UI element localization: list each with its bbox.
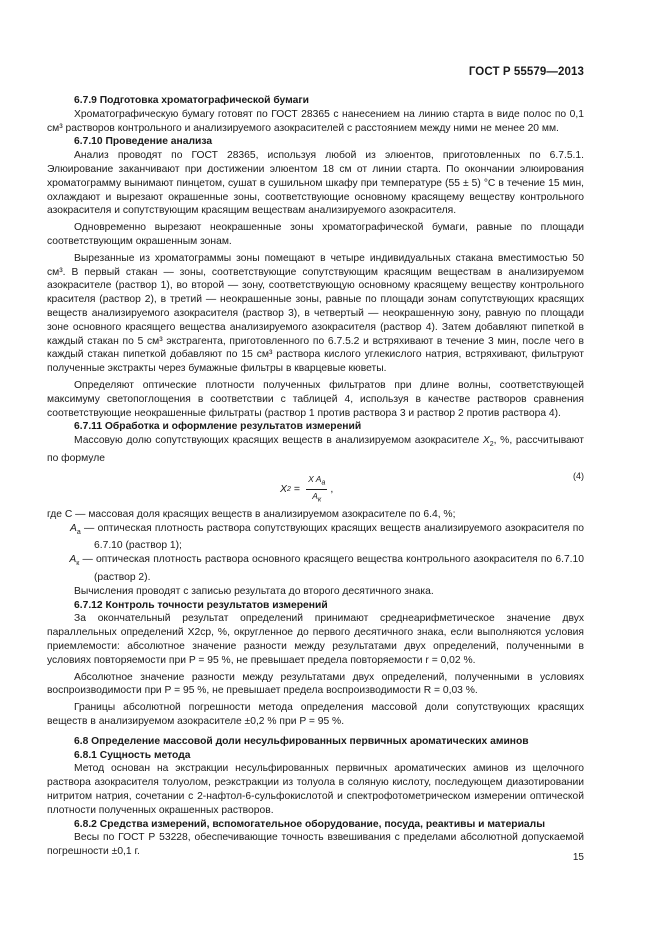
section-heading-6-8: 6.8 Определение массовой доли несульфированных первичных ароматических аминов bbox=[74, 735, 529, 747]
paragraph-formula-intro: Массовую долю сопутствующих красящих веществ в анализируемом азокрасителе $X_2$, %, рассчитывают по формуле bbox=[47, 435, 584, 464]
section-heading-6-8-1: 6.8.1 Сущность метода bbox=[74, 749, 191, 761]
paragraph: Одновременно вырезают неокрашенные зоны хроматографической бумаги, равные по площади соответствующим окрашенным зонам. bbox=[47, 222, 584, 247]
paragraph: Анализ проводят по ГОСТ 28365, используя любой из элюентов, приготовленных по 6.7.5.1. Элюирование заканчивают при достижении элюентом 18 см от линии старта. По окончании элюирования хроматограмму вынимают пинцетом, сушат в сушильном шкафу при температуре (55 ± 5) °С в течение 15 мин, охлаждают и вырезают окрашенные зоны, соответствующие основному красящему веществу контрольного азокрасителя и сопутствующим красящим веществам анализируемого азокрасителя. bbox=[47, 150, 584, 217]
paragraph: Определяют оптические плотности полученных фильтратов при длине волны, соответствующей максимуму светопоглощения в соответствии с таблицей 4, используя в качестве растворов сравнения соответствующие неокрашенные фильтраты (раствор 1 против раствора 3 и раствор 2 против раствора 4). bbox=[47, 379, 584, 419]
paragraph: За окончательный результат определений принимают среднеарифметическое значение двух параллельных определений X2ср, %, округленное до первого десятичного знака, если выполняются условия приемлемости: абсолютное значение разности между результатами двух определений, полученными в условиях повторяемости при P = 95 %, не превышает предела повторяемости r = 0,02 %. bbox=[47, 613, 584, 666]
section-heading-6-7-11: 6.7.11 Обработка и оформление результатов измерений bbox=[74, 421, 362, 433]
section-heading-6-8-2: 6.8.2 Средства измерений, вспомогательное оборудование, посуда, реактивы и материалы bbox=[74, 818, 545, 830]
section-heading-6-7-9: 6.7.9 Подготовка хроматографической бумаги bbox=[74, 95, 309, 106]
formula-number: (4) bbox=[573, 470, 584, 481]
document-page bbox=[47, 0, 584, 936]
definition-c: где C — массовая доля красящих веществ в анализируемом азокрасителе по 6.4, %; bbox=[47, 508, 456, 520]
section-heading-6-7-12: 6.7.12 Контроль точности результатов измерений bbox=[74, 599, 328, 611]
formula-expression: X 2 = $\frac{X A_a}{A_к}$ , bbox=[280, 473, 334, 505]
document-header: ГОСТ Р 55579—2013 bbox=[468, 66, 584, 78]
definition-aa: $A_a$ — оптическая плотность раствора сопутствующих красящих веществ анализируемого азокрасителя по 6.7.10 (раствор 1); bbox=[69, 522, 584, 552]
paragraph: Метод основан на экстракции несульфированных первичных ароматических аминов из щелочного раствора азокрасителя толуолом, реэкстракции из толуола в соляную кислоту, последующем диазотировании нитритом натрия, сочетании с 2-нафтол-6-сульфокислотой и спектрофотометрическом измерении оптической плотности полученных окрашенных растворов. bbox=[47, 763, 584, 816]
paragraph: Абсолютное значение разности между результатами двух определений, полученными в условиях воспроизводимости при P = 95 %, не превышает предела воспроизводимости R = 0,03 %. bbox=[47, 671, 584, 697]
formula-fraction: $\frac{X A_a}{A_к}$ bbox=[308, 473, 326, 505]
paragraph: Вычисления проводят с записью результата до второго десятичного знака. bbox=[74, 585, 434, 597]
paragraph: Вырезанные из хроматограммы зоны помещают в четыре индивидуальных стакана вместимостью 50 см³. В первый стакан — зоны, соответствующие сопутствующим красящим веществам в анализируемом азокрасителе (раствор 1), во второй — зону, соответствующую основному красящему веществу контрольного красителя (раствор 2), в третий — неокрашенные зоны, равные по площади зонам сопутствующих красящих веществ анализируемого азокрасителя (раствор 3), в четвертый — неокрашенную зону, равную по площади зоне основного красящего вещества анализируемого азокрасителя (раствор 4). Затем добавляют пипеткой в каждый стакан по 5 см³ экстрагента, приготовленного по 6.7.5.2 и встряхивают в течение 3 мин, после чего в каждый стакан пипеткой добавляют по 15 см³ раствора кислого углекислого натрия, встряхивают, фильтруют полученные экстракты через бумажные фильтры в кварцевые кюветы. bbox=[47, 252, 584, 375]
paragraph: Границы абсолютной погрешности метода определения массовой доли сопутствующих красящих веществ в анализируемом азокрасителе ±0,2 % при P = 95 %. bbox=[47, 702, 584, 728]
document-body bbox=[47, 94, 584, 859]
paragraph: Хроматографическую бумагу готовят по ГОСТ 28365 с нанесением на линию старта в виде полос по 0,1 см³ растворов контрольного и анализируемого азокрасителей с расстоянием между ними не менее 20 мм. bbox=[47, 108, 584, 134]
paragraph: Весы по ГОСТ Р 53228, обеспечивающие точность взвешивания с пределами абсолютной допускаемой погрешности ±0,1 г. bbox=[47, 832, 584, 858]
page-number: 15 bbox=[572, 852, 584, 863]
section-heading-6-7-10: 6.7.10 Проведение анализа bbox=[74, 136, 213, 148]
definition-ak: $A_к$ — оптическая плотность раствора основного красящего вещества контрольного азокрасителя по 6.7.10 (раствор 2). bbox=[69, 554, 584, 584]
formula-4 bbox=[47, 470, 584, 504]
